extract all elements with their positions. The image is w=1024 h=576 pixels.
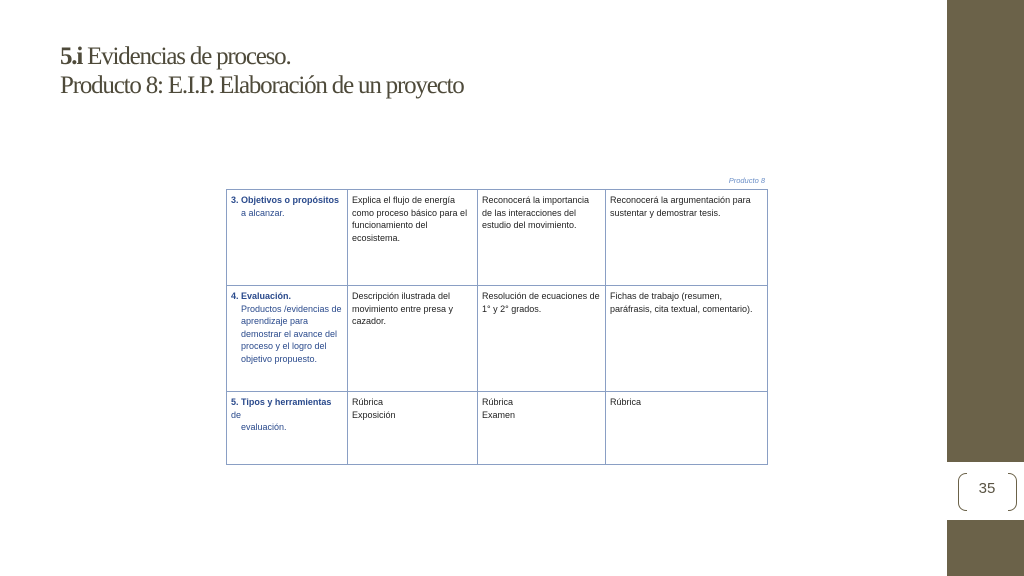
slide-title — [60, 42, 920, 100]
page-number: 35 — [978, 480, 996, 497]
table-cell: Explica el flujo de energía como proceso básico para el funcionamiento del ecosistema. — [348, 190, 478, 286]
row-header-detail: evaluación. — [241, 422, 287, 432]
row-header-detail: a alcanzar. — [241, 207, 285, 218]
row-header-cell — [227, 392, 348, 465]
table-cell: Rúbrica — [606, 392, 768, 465]
row-header-title: 3. Objetivos o propósitos — [231, 195, 340, 205]
row-header-cell — [227, 286, 348, 392]
table-cell: Rúbrica Exposición — [348, 392, 478, 465]
table-row — [227, 286, 768, 392]
row-header-title: 5. Tipos y herramientas — [231, 397, 332, 407]
table-cell: Fichas de trabajo (resumen, paráfrasis, cita textual, comentario). — [606, 286, 768, 392]
table-cell: Rúbrica Examen — [478, 392, 606, 465]
document-label: Producto 8 — [728, 176, 765, 185]
row-header-detail: Productos /evidencias de aprendizaje para demostrar el avance del proceso y el logro del objetivo propuesto. — [241, 303, 342, 364]
table-row — [227, 392, 768, 465]
slide-title-rest: Evidencias de proceso. — [82, 43, 291, 70]
slide-title-number: 5.i — [60, 43, 83, 70]
right-bracket-icon — [1008, 473, 1017, 511]
row-header-title: 4. Evaluación. — [231, 291, 292, 301]
slide-title-line-1 — [60, 42, 920, 71]
table-cell: Descripción ilustrada del movimiento entre presa y cazador. — [348, 286, 478, 392]
table-cell: Reconocerá la argumentación para sustentar y demostrar tesis. — [606, 190, 768, 286]
row-header-cell — [227, 190, 348, 286]
table-row — [227, 190, 768, 286]
table-cell: Resolución de ecuaciones de 1° y 2° grados. — [478, 286, 606, 392]
evidence-table — [226, 189, 768, 465]
slide-title-line-2: Producto 8: E.I.P. Elaboración de un proyecto — [60, 72, 464, 99]
row-header-title-suffix: de — [231, 409, 242, 420]
table-cell: Reconocerá la importancia de las interacciones del estudio del movimiento. — [478, 190, 606, 286]
